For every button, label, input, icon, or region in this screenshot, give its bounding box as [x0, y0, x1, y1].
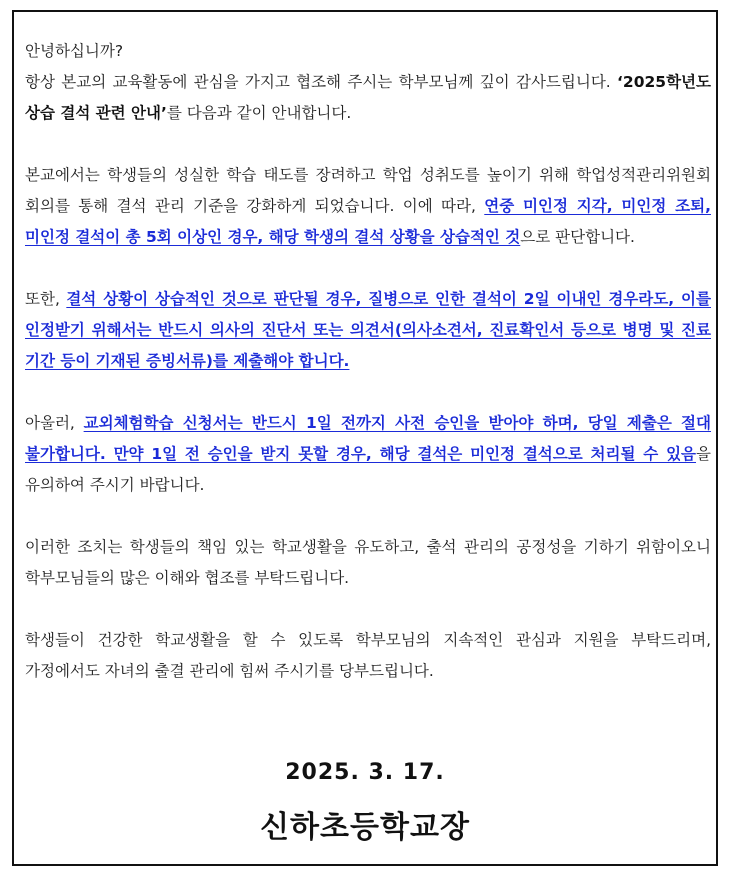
paragraph-gap — [25, 501, 711, 532]
paragraph-gap — [25, 129, 711, 160]
closing-paragraph: 학생들이 건강한 학교생활을 할 수 있도록 학부모님의 지속적인 관심과 지원을 부탁드리며, 가정에서도 자녀의 출결 관리에 힘써 주시기를 당부드립니다. — [25, 631, 711, 680]
intro-text-end: 를 다음과 같이 안내합니다. — [166, 104, 352, 122]
field-trip-text-end: 을 유의하여 주시기 바랍니다. — [25, 445, 711, 494]
field-trip-text: 아울러, — [25, 414, 84, 432]
letter-body — [25, 36, 711, 687]
intro-text: 항상 본교의 교육활동에 관심을 가지고 협조해 주시는 학부모님께 깊이 감사드립니다. — [25, 73, 618, 91]
principal-signature: 신하초등학교장 — [260, 810, 470, 845]
paragraph-gap — [25, 377, 711, 408]
illness-highlight: 결석 상황이 상습적인 것으로 판단될 경우, 질병으로 인한 결석이 2일 이내인 경우라도, 이를 인정받기 위해서는 반드시 의사의 진단서 또는 의견서(의사소견서, 진료확인서 등으로 병명 및 진료 기간 등이 기재된 증빙서류)를 제출해야 합니다. — [25, 290, 711, 370]
criteria-text: 본교에서는 학생들의 성실한 학습 태도를 장려하고 학업 성취도를 높이기 위해 학업성적관리위원회 회의를 통해 결석 관리 기준을 강화하게 되었습니다. 이에 따라, — [25, 166, 711, 215]
criteria-text-end: 으로 판단합니다. — [520, 228, 635, 246]
notice-title: ‘2025학년도 상습 결석 관련 안내’ — [25, 73, 711, 122]
paragraph-gap — [25, 594, 711, 625]
greeting: 안녕하십니까? — [25, 42, 124, 60]
intro-paragraph — [25, 67, 711, 129]
criteria-highlight: 연중 미인정 지각, 미인정 조퇴, 미인정 결석이 총 5회 이상인 경우, 해당 학생의 결석 상황을 상습적인 것 — [25, 197, 711, 246]
field-trip-paragraph — [25, 408, 711, 501]
illness-paragraph — [25, 284, 711, 377]
paragraph-gap — [25, 253, 711, 284]
illness-text: 또한, — [25, 290, 67, 308]
letter-date: 2025. 3. 17. — [285, 760, 445, 785]
purpose-paragraph: 이러한 조치는 학생들의 책임 있는 학교생활을 유도하고, 출석 관리의 공정성을 기하기 위함이오니 학부모님들의 많은 이해와 협조를 부탁드립니다. — [25, 538, 711, 587]
criteria-paragraph — [25, 160, 711, 253]
letter-frame — [12, 10, 718, 866]
field-trip-highlight: 교외체험학습 신청서는 반드시 1일 전까지 사전 승인을 받아야 하며, 당일 제출은 절대 불가합니다. 만약 1일 전 승인을 받지 못할 경우, 해당 결석은 미인정 결석으로 처리될 수 있음 — [25, 414, 711, 463]
